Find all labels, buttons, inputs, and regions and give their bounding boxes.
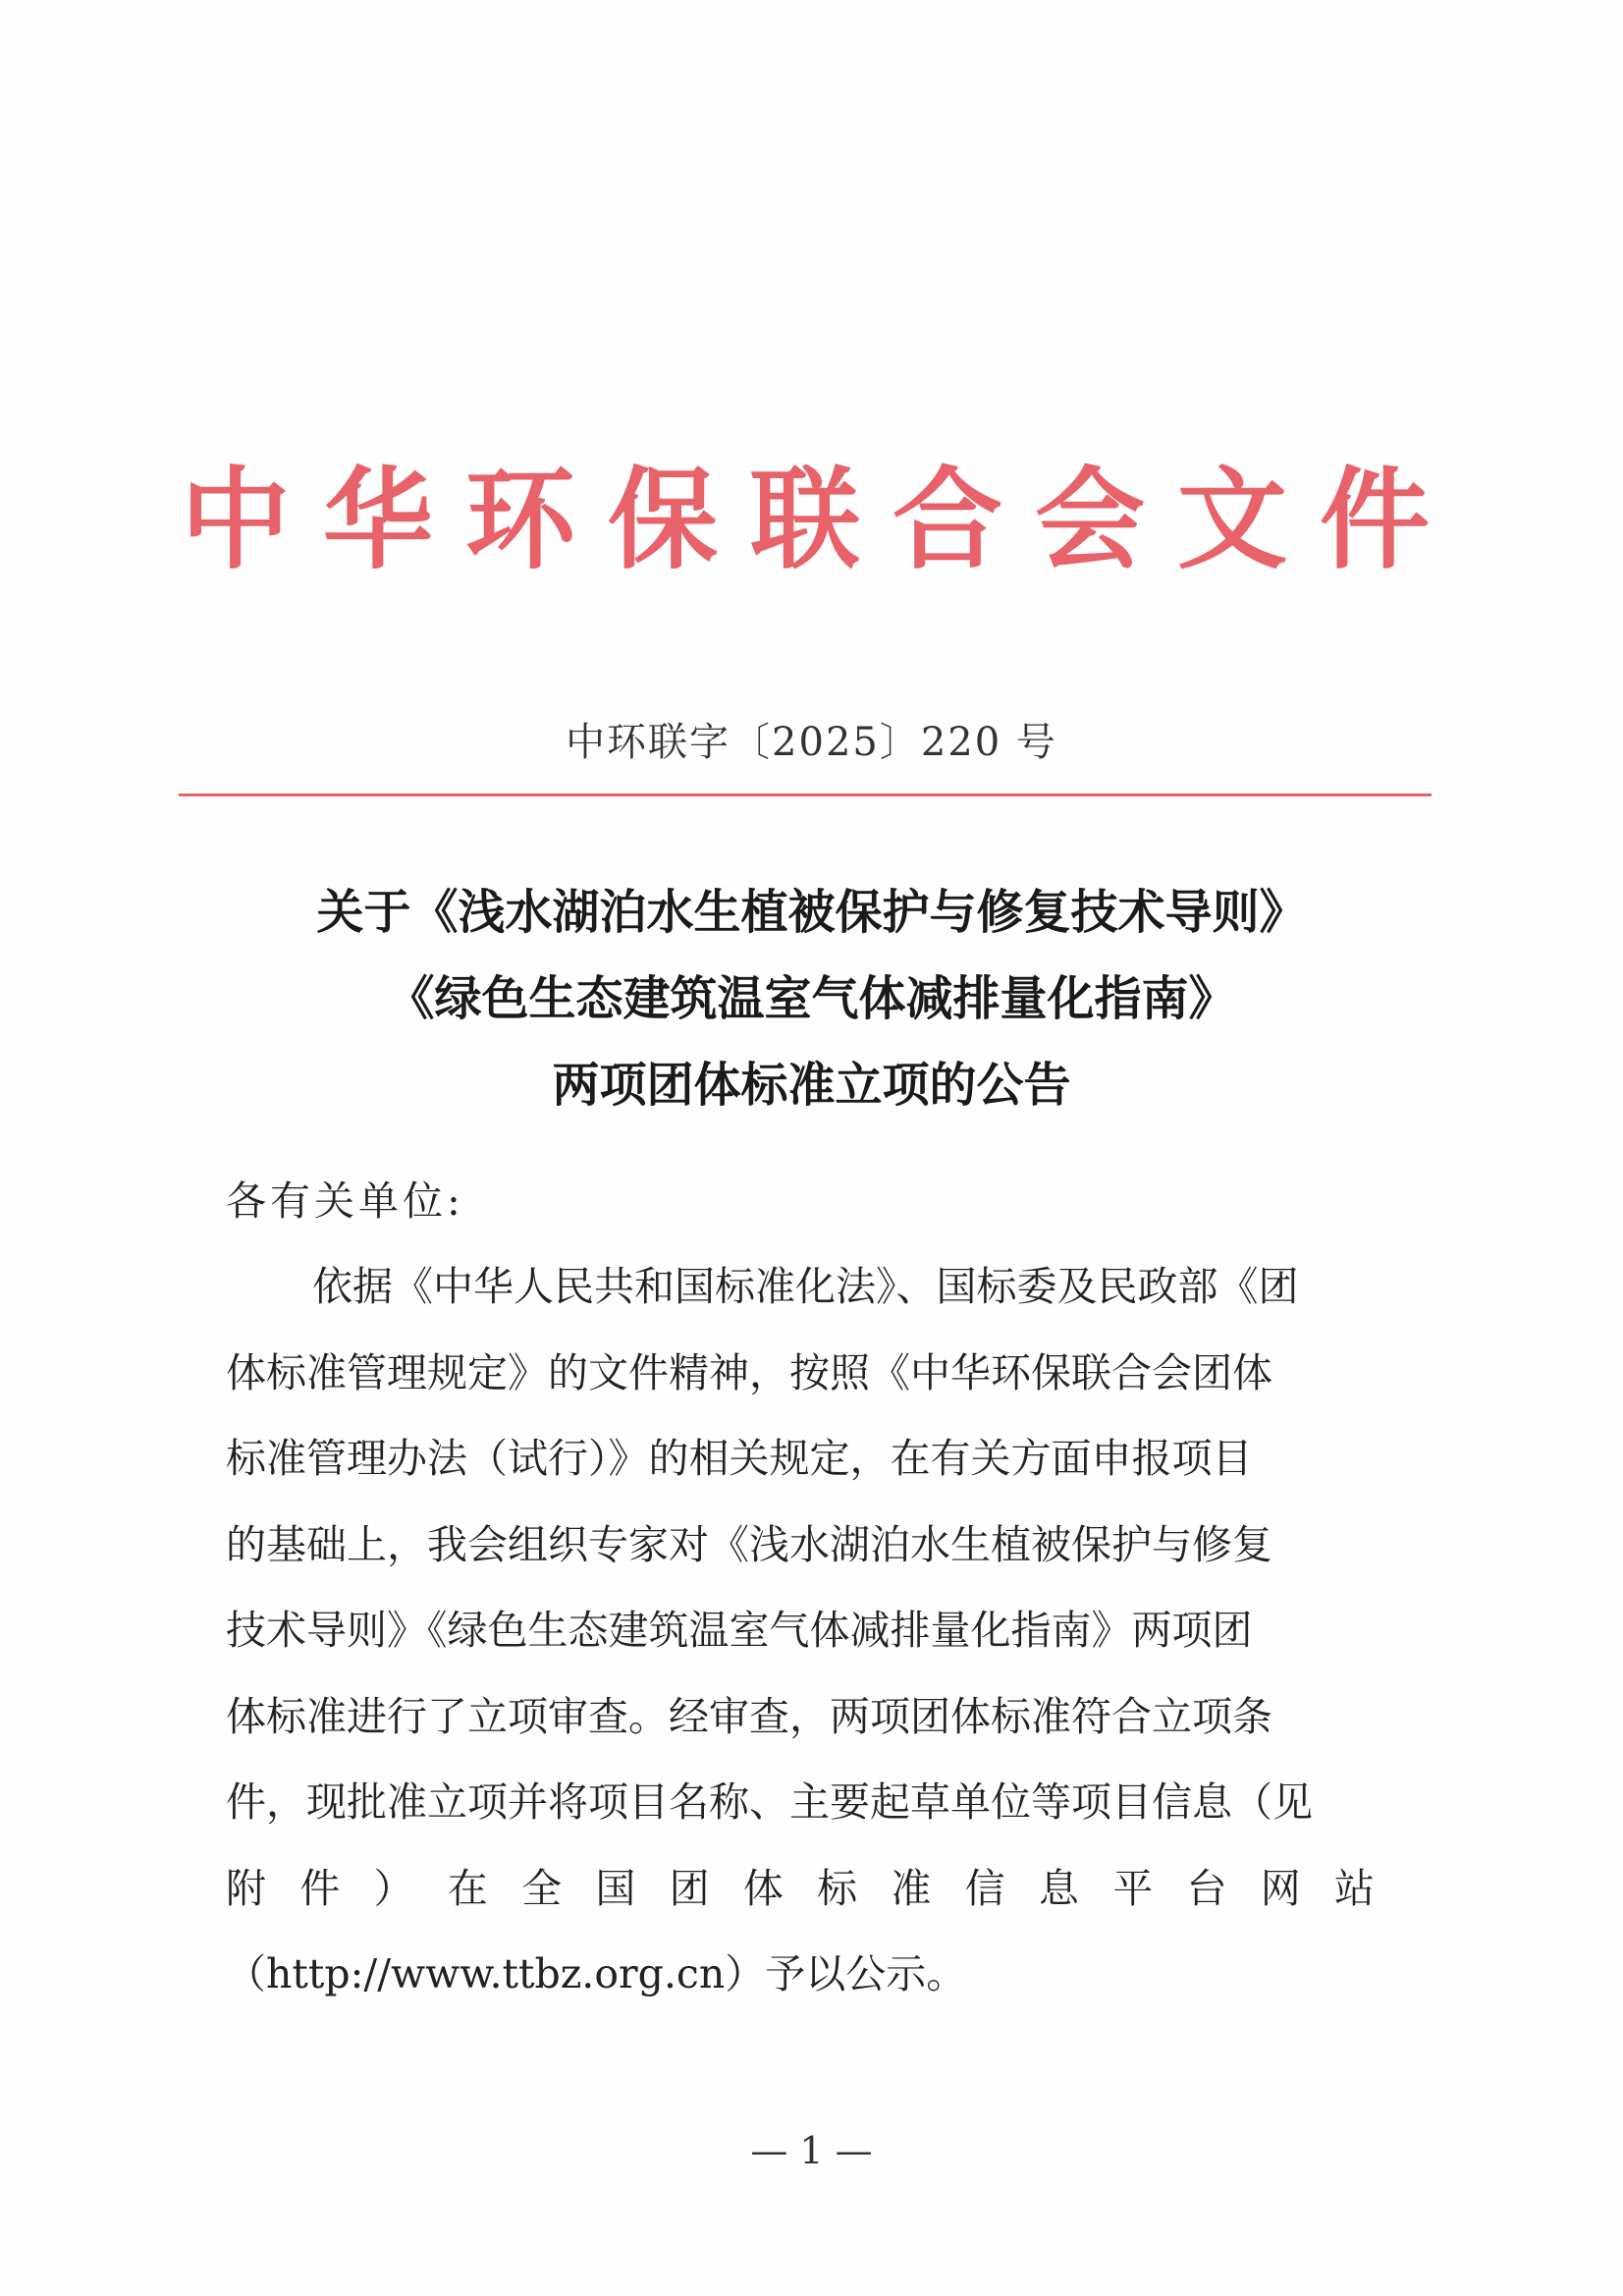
body-char: 平 [1112, 1864, 1154, 1912]
masthead-char: 件 [1320, 457, 1430, 584]
body-char: 准 [891, 1864, 932, 1912]
body-char: 团 [669, 1864, 710, 1912]
masthead-char: 环 [465, 457, 575, 584]
body-line: 体标准管理规定》的文件精神，按照《中华环保联合会团体 [226, 1348, 1272, 1396]
title-line-3: 两项团体标准立项的公告 [552, 1058, 1071, 1113]
masthead-char: 合 [893, 457, 1002, 584]
body-line: 的基础上，我会组织专家对《浅水湖泊水生植被保护与修复 [226, 1520, 1272, 1568]
masthead-char: 文 [1177, 457, 1287, 584]
salutation: 各有关单位: [226, 1177, 464, 1225]
body-char: 息 [1038, 1864, 1079, 1912]
body-char: 附 [226, 1864, 266, 1912]
body-char: 信 [964, 1864, 1005, 1912]
body-char: 全 [521, 1864, 563, 1912]
body-char: ） [373, 1864, 414, 1912]
masthead-title [177, 447, 1434, 594]
title-line-2: 《绿色生态建筑温室气体减排量化指南》 [387, 971, 1236, 1026]
masthead-char: 会 [1035, 457, 1145, 584]
body-line: 件，现批准立项并将项目名称、主要起草单位等项目信息（见 [226, 1778, 1313, 1826]
red-divider [179, 793, 1432, 796]
body-char: 台 [1186, 1864, 1227, 1912]
body-line: 技术导则》《绿色生态建筑温室气体减排量化指南》两项团 [226, 1607, 1253, 1654]
body-line-url: （http://www.ttbz.org.cn）予以公示。 [226, 1950, 967, 1997]
body-paragraph [226, 1257, 1375, 2031]
page-number: — 1 — [750, 2129, 873, 2172]
body-char: 国 [595, 1864, 636, 1912]
body-char: 件 [299, 1864, 341, 1912]
body-char: 在 [447, 1864, 488, 1912]
body-line: 标准管理办法（试行）》的相关规定，在有关方面申报项目 [226, 1435, 1253, 1482]
body-line: 体标准进行了立项审查。经审查，两项团体标准符合立项条 [226, 1692, 1272, 1740]
notice-title [147, 869, 1476, 1128]
masthead-char: 保 [608, 457, 718, 584]
masthead-char: 中 [181, 457, 291, 584]
body-char: 体 [742, 1864, 784, 1912]
body-line-spread [226, 1859, 1375, 1945]
masthead-char: 联 [750, 457, 860, 584]
title-line-1: 关于《浅水湖泊水生植被保护与修复技术导则》 [316, 885, 1307, 940]
body-char: 网 [1260, 1864, 1301, 1912]
document-number: 中环联字〔2025〕220 号 [566, 720, 1057, 765]
body-char: 站 [1333, 1864, 1375, 1912]
masthead-char: 华 [323, 457, 433, 584]
body-char: 标 [817, 1864, 858, 1912]
body-line: 依据《中华人民共和国标准化法》、国标委及民政部《团 [312, 1263, 1299, 1310]
